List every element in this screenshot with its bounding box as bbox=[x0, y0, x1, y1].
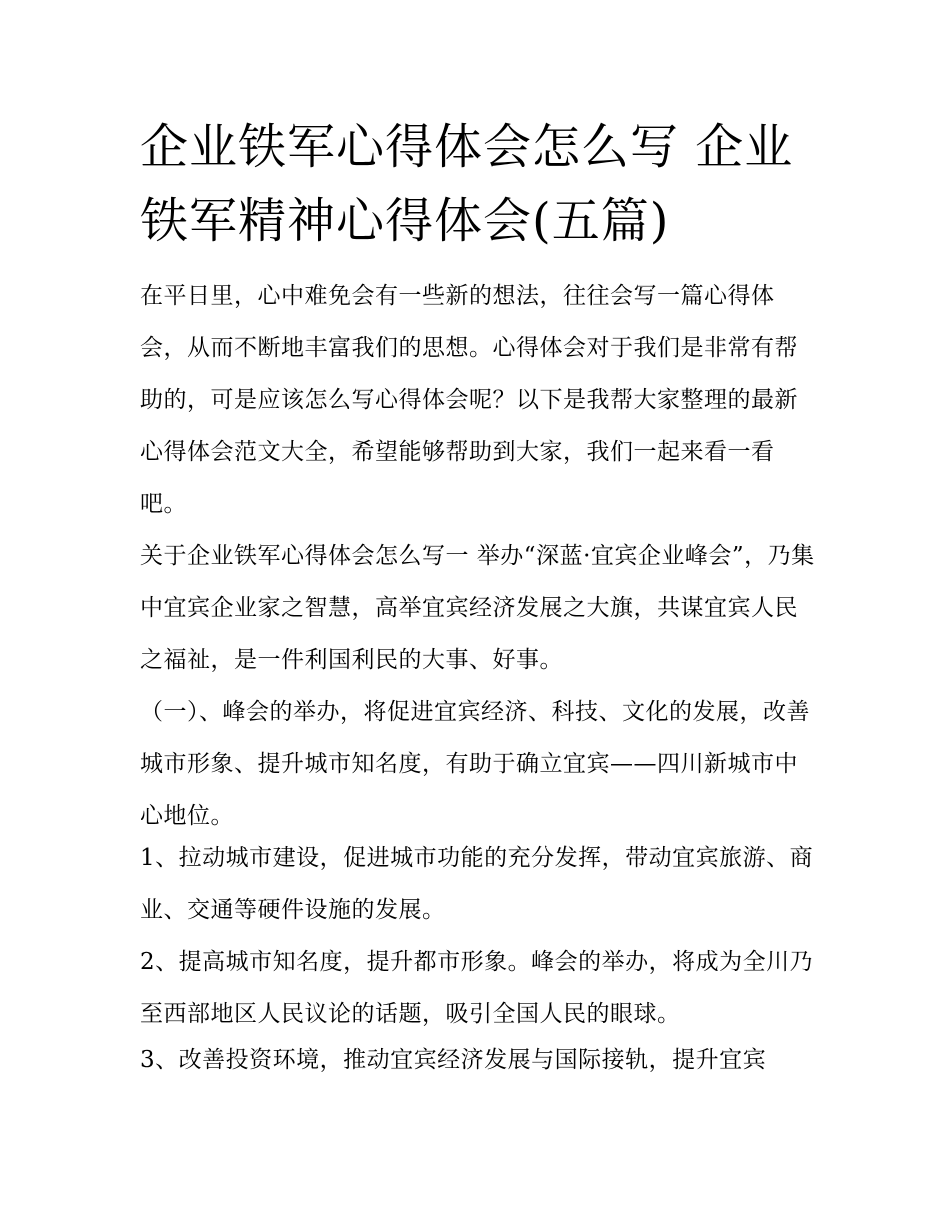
intro-paragraph: 在平日里，心中难免会有一些新的想法，往往会写一篇心得体会，从而不断地丰富我们的思想。心得体会对于我们是非常有帮助的，可是应该怎么写心得体会呢？以下是我帮大家整理的最新心得体会范文大全，希望能够帮助到大家，我们一起来看一看吧。 bbox=[140, 283, 798, 517]
list-item-1: 1、拉动城市建设，促进城市功能的充分发挥，带动宜宾旅游、商业、交通等硬件设施的发展。 bbox=[140, 845, 814, 923]
document-title: 企业铁军心得体会怎么写 企业铁军精神心得体会(五篇) bbox=[140, 119, 794, 249]
list-item-2: 2、提高城市知名度，提升都市形象。峰会的举办，将成为全川乃至西部地区人民议论的话题，吸引全国人民的眼球。 bbox=[140, 949, 814, 1027]
section-one-paragraph: 关于企业铁军心得体会怎么写一 举办“深蓝·宜宾企业峰会”，乃集中宜宾企业家之智慧，高举宜宾经济发展之大旗，共谋宜宾人民之福祉，是一件利国利民的大事、好事。 bbox=[140, 543, 815, 673]
list-item-3: 3、改善投资环境，推动宜宾经济发展与国际接轨，提升宜宾 bbox=[140, 1047, 767, 1073]
point-one-paragraph: （一）、峰会的举办，将促进宜宾经济、科技、文化的发展，改善城市形象、提升城市知名度，有助于确立宜宾——四川新城市中心地位。 bbox=[140, 699, 810, 829]
